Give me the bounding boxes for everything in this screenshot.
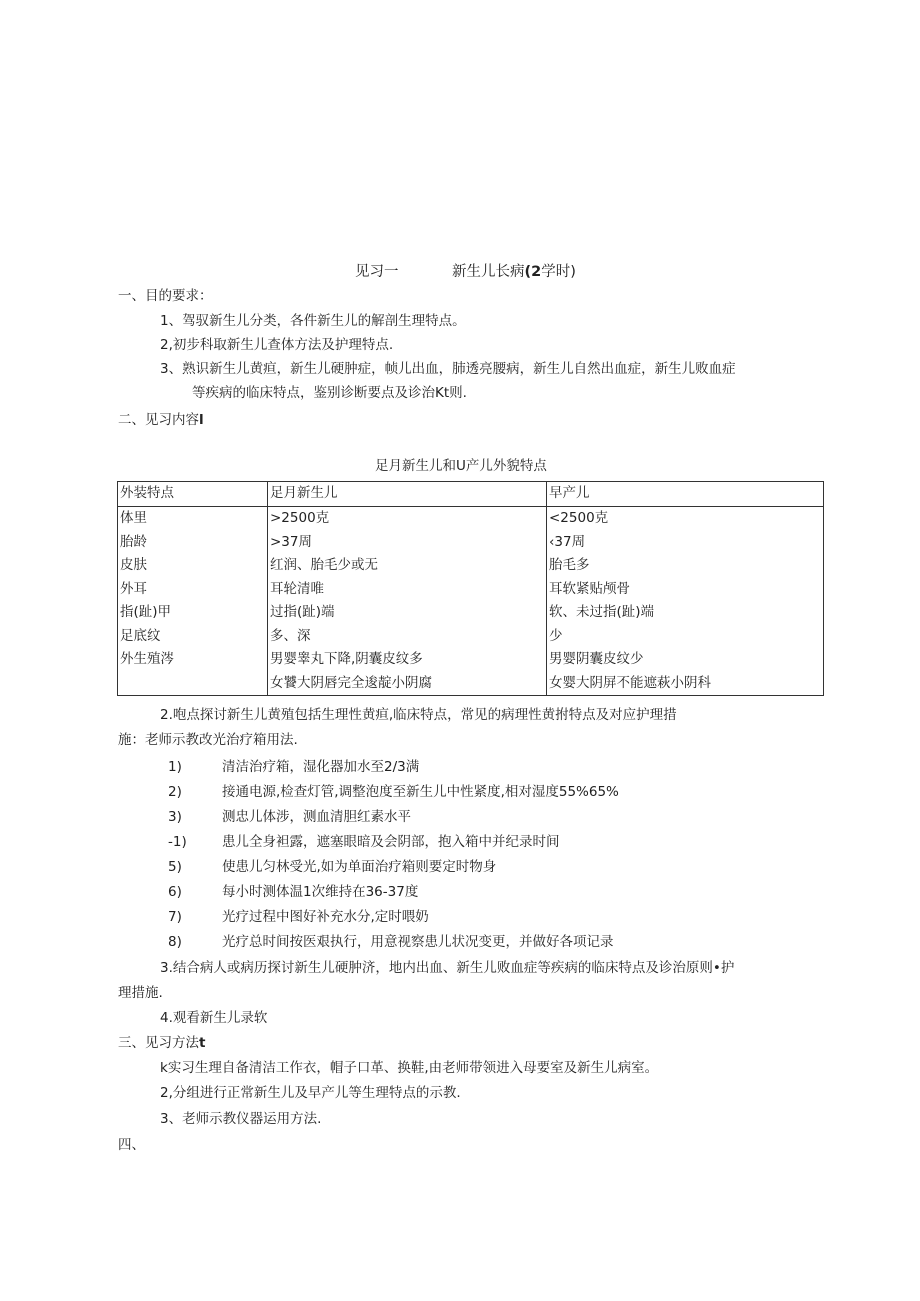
step-number: 5): [168, 859, 182, 875]
step-item: [168, 857, 496, 877]
section-3-heading: [118, 1033, 205, 1053]
step-number: 6): [168, 884, 182, 900]
section-3-item: 3、老师示教仪器运用方法.: [160, 1111, 322, 1127]
paragraph-3-line-1: 3.结合病人或病历探讨新生儿硬肿济，地内出血、新生儿败血症等疾病的临床特点及诊治原则•护: [160, 960, 735, 976]
table-cell: 过指(趾)端: [268, 601, 547, 625]
table-row: [118, 507, 824, 531]
table-cell: >2500克: [268, 507, 547, 531]
page-title-tail: 学时): [541, 264, 576, 280]
step-number: 8): [168, 934, 182, 950]
paragraph-2-line-2: 施：老师示教改光治疗箱用法.: [118, 732, 298, 748]
step-number: 2): [168, 784, 182, 800]
page-title-prefix: 见习一: [355, 264, 399, 280]
step-item: [168, 757, 419, 777]
table-cell: 男婴睾丸下降,阴囊皮纹多: [268, 648, 547, 672]
table-cell: 男婴阴囊皮纹少: [547, 648, 824, 672]
table-cell: 女婴大阴屏不能遮萩小阴科: [547, 672, 824, 696]
step-text: 患儿全身袒露，遮塞眼暗及会阴部，抱入箱中并纪录时间: [222, 834, 560, 850]
step-text: 光疗过程中图好补充水分,定时喂奶: [222, 909, 429, 925]
table-header-row: [118, 482, 824, 507]
step-number: 1): [168, 759, 182, 775]
table-cell: >37周: [268, 531, 547, 555]
table-cell: 耳轮清唯: [268, 578, 547, 602]
table-header-cell: 外装特点: [118, 482, 268, 507]
step-text: 每小时测体温1次维持在36-37度: [222, 884, 419, 900]
table-cell: [118, 672, 268, 696]
table-cell: 外生殖涔: [118, 648, 268, 672]
table-cell: 女饕大阴唇完全逡靛小阴腐: [268, 672, 547, 696]
table-caption: 足月新生儿和U产儿外貌特点: [375, 458, 547, 474]
section-1-item: 2,初步科取新生儿查体方法及护理特点.: [160, 337, 394, 353]
table-header-cell: 早产儿: [547, 482, 824, 507]
table-header-cell: 足月新生儿: [268, 482, 547, 507]
step-text: 使患儿匀林受光,如为单面治疗箱则要定时物身: [222, 859, 497, 875]
table-row: [118, 554, 824, 578]
table-row: [118, 531, 824, 555]
page-title-hours: (2: [524, 264, 542, 280]
table-cell: 指(趾)甲: [118, 601, 268, 625]
table-cell: 胎龄: [118, 531, 268, 555]
section-2-heading-text: 二、见习内容: [118, 412, 199, 428]
table-cell: 胎毛多: [547, 554, 824, 578]
table-row: [118, 672, 824, 696]
section-1-item: 3、熟识新生儿黄疸，新生儿硬肿症，帧儿出血，肺透亮腰病，新生儿自然出血症，新生儿败血症: [160, 361, 736, 377]
section-4-heading: 四、: [118, 1137, 145, 1153]
table-cell: 耳软紧贴颅骨: [547, 578, 824, 602]
step-item: [168, 907, 429, 927]
section-3-item: k实习生理自备清洁工作衣，帽子口革、换鞋,由老师带领进入母要室及新生儿病室。: [160, 1060, 659, 1076]
table-cell: 体里: [118, 507, 268, 531]
section-1-item-continued: 等疾病的临床特点，鉴别诊断要点及诊治Kt则.: [192, 385, 467, 401]
table-cell: ‹37周: [547, 531, 824, 555]
page-title-main: 新生儿长病: [452, 264, 525, 280]
table-cell: 红润、胎毛少或无: [268, 554, 547, 578]
table-cell: 少: [547, 625, 824, 649]
section-3-heading-mark: t: [199, 1035, 206, 1051]
paragraph-2-line-1: 2.咆点探讨新生儿黄殖包括生理性黄疸,临床特点，常见的病理性黄拊特点及对应护理措: [160, 707, 677, 723]
table-cell: 足底纹: [118, 625, 268, 649]
comparison-table: [117, 481, 824, 696]
step-number: -1): [168, 834, 187, 850]
table-cell: 软、未过指(趾)端: [547, 601, 824, 625]
step-item: [168, 807, 411, 827]
section-2-heading: [118, 410, 204, 430]
table-cell: <2500克: [547, 507, 824, 531]
paragraph-3-line-2: 理措施.: [118, 985, 163, 1001]
section-2-heading-mark: l: [199, 412, 204, 428]
table-cell: 多、深: [268, 625, 547, 649]
section-1-heading: 一、目的要求：: [118, 288, 213, 304]
step-item: [168, 932, 614, 952]
step-item: [168, 832, 560, 852]
table-cell: 皮肤: [118, 554, 268, 578]
section-3-heading-text: 三、见习方法: [118, 1035, 199, 1051]
table-cell: 外耳: [118, 578, 268, 602]
section-3-item: 2,分组进行正常新生儿及早产儿等生理特点的示教.: [160, 1085, 461, 1101]
step-number: 7): [168, 909, 182, 925]
step-item: [168, 782, 619, 802]
step-text: 接通电源,检查灯管,调整泡度至新生儿中性紧度,相对湿度55%65%: [222, 784, 619, 800]
table-row: [118, 601, 824, 625]
paragraph-4: 4.观看新生儿录软: [160, 1010, 268, 1026]
step-text: 清洁治疗箱，湿化器加水至2/3满: [222, 759, 420, 775]
section-1-item: 1、驾驭新生儿分类，各件新生儿的解剖生理特点。: [160, 313, 466, 329]
table-row: [118, 578, 824, 602]
table-row: [118, 625, 824, 649]
step-text: 光疗总时间按医艰执行，用意视察患儿状况变更，并做好各项记录: [222, 934, 614, 950]
step-text: 测忠儿体涉，测血清胆红素水平: [222, 809, 411, 825]
table-row: [118, 648, 824, 672]
page-title: [452, 262, 576, 282]
step-number: 3): [168, 809, 182, 825]
step-item: [168, 882, 418, 902]
